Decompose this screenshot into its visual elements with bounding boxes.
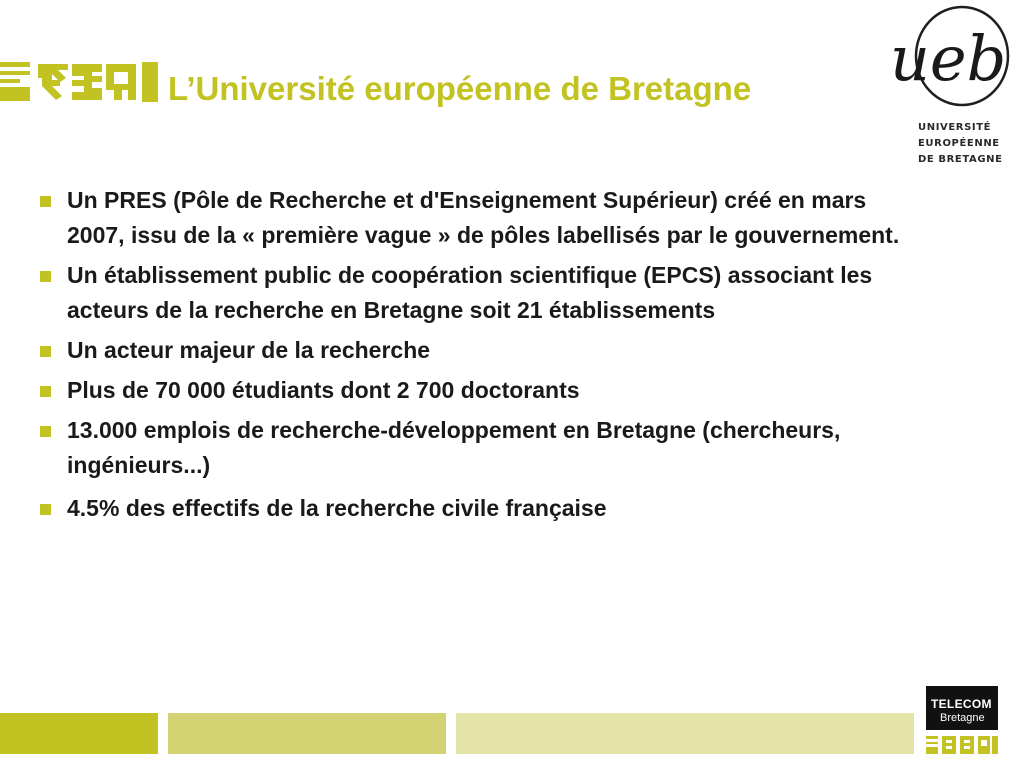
ueb-caption-line: EUROPÉENNE <box>918 138 1000 149</box>
square-bullet-icon <box>40 271 51 282</box>
list-item <box>40 491 900 526</box>
bullet-text: 4.5% des effectifs de la recherche civile française <box>67 495 607 521</box>
ueb-logo <box>884 2 1024 170</box>
breton-emblem-icon <box>926 734 998 756</box>
ueb-caption-line: DE BRETAGNE <box>918 154 1003 165</box>
footer-bar <box>0 713 158 754</box>
telecom-bretagne-logo <box>926 686 998 730</box>
footer-bar <box>456 713 914 754</box>
ueb-caption-line: UNIVERSITÉ <box>918 122 992 133</box>
page-title: L’Université européenne de Bretagne <box>168 70 752 107</box>
list-item <box>40 413 900 483</box>
list-item <box>40 373 900 408</box>
telecom-logo-line2: Bretagne <box>940 712 985 724</box>
list-item <box>40 183 900 253</box>
list-item <box>40 333 900 368</box>
footer-bar <box>168 713 446 754</box>
square-bullet-icon <box>40 386 51 397</box>
square-bullet-icon <box>40 504 51 515</box>
bullet-text: 13.000 emplois de recherche-développement en Bretagne (chercheurs, ingénieurs...) <box>67 417 841 478</box>
bullet-text: Plus de 70 000 étudiants dont 2 700 doctorants <box>67 377 580 403</box>
ueb-logo-caption <box>918 120 1003 168</box>
square-bullet-icon <box>40 426 51 437</box>
square-bullet-icon <box>40 196 51 207</box>
ueb-logo-mark <box>884 2 1024 108</box>
ueb-logo-text: ueb <box>890 22 1007 95</box>
breton-emblem-icon <box>0 60 160 104</box>
list-item <box>40 258 900 328</box>
bullet-text: Un acteur majeur de la recherche <box>67 337 431 363</box>
bullet-text: Un établissement public de coopération scientifique (EPCS) associant les acteurs de la recherche en Bretagne soit 21 établissements <box>67 262 873 323</box>
bullet-list <box>40 183 900 531</box>
square-bullet-icon <box>40 346 51 357</box>
bullet-text: Un PRES (Pôle de Recherche et d'Enseignement Supérieur) créé en mars 2007, issu de la « première vague » de pôles labellisés par le gouvernement. <box>67 187 900 248</box>
telecom-logo-line1: TELECOM <box>931 697 992 711</box>
